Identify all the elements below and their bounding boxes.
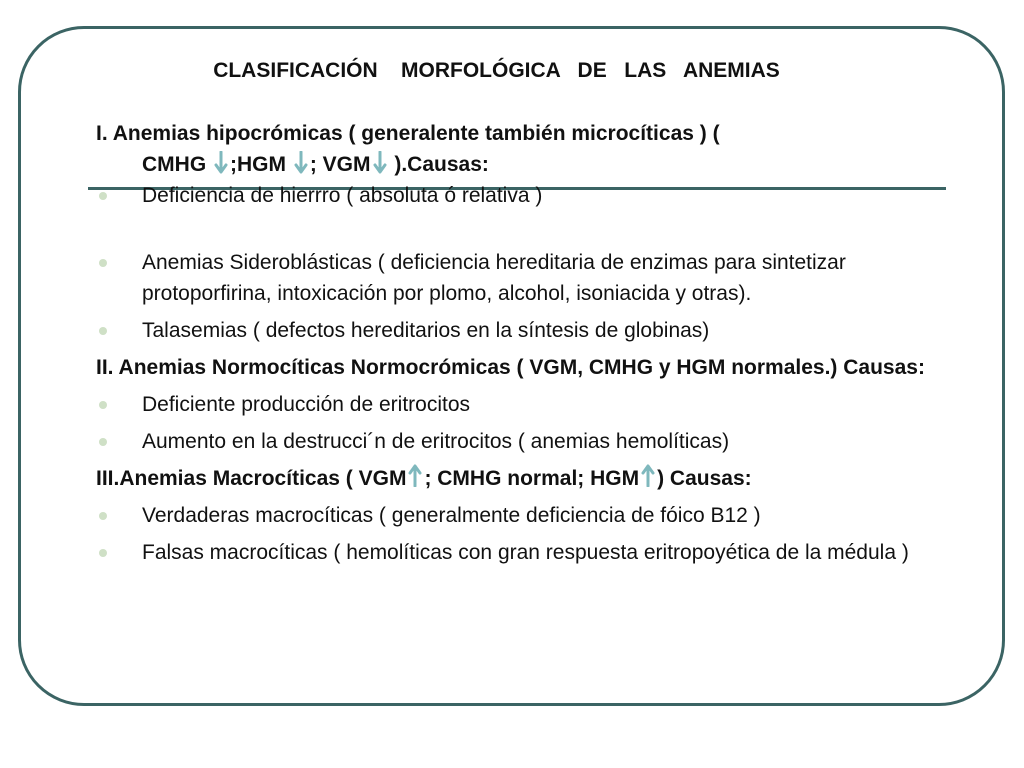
list-item [96, 315, 956, 346]
bullet-dot [99, 401, 107, 409]
bullet-dot [99, 549, 107, 557]
list-item-text: Aumento en la destrucci´n de eritrocitos ( anemias hemolíticas) [142, 430, 730, 453]
bullet-dot [99, 259, 107, 267]
section2-heading: II. Anemias Normocíticas Normocrómicas ( VGM, CMHG y HGM normales.) Causas: [96, 356, 925, 379]
section1-heading-part-e: ).Causas: [388, 153, 489, 176]
arrow-down-icon [294, 151, 308, 175]
list-item [96, 537, 956, 568]
list-item-text: Deficiencia de hierrro ( absoluta ó relativa ) [142, 184, 543, 207]
section3-heading-part-a: III.Anemias Macrocíticas ( VGM [96, 467, 407, 490]
bullet-dot [99, 327, 107, 335]
list-item [96, 426, 956, 457]
arrow-down-icon [214, 151, 228, 175]
list-item-text: Verdaderas macrocíticas ( generalmente deficiencia de fóico B12 ) [142, 504, 761, 527]
list-item-text: Anemias Sideroblásticas ( deficiencia hereditaria de enzimas para sintetizar protoporfirina, intoxicación por plomo, alcohol, isoniacida y otras). [142, 251, 846, 305]
list-item [96, 180, 956, 211]
slide-title: CLASIFICACIÓN MORFOLÓGICA DE LAS ANEMIAS [213, 59, 780, 82]
arrow-up-icon [641, 463, 655, 487]
section3-heading-part-b: ; CMHG normal; HGM [424, 467, 640, 490]
bullet-dot [99, 512, 107, 520]
section1-heading-part-b: CMHG [142, 153, 212, 176]
section1-heading-part-d: ; VGM [309, 153, 371, 176]
arrow-up-icon [408, 463, 422, 487]
section1-heading [96, 118, 956, 180]
section1-heading-part-a: I. Anemias hipocrómicas ( generalente también microcíticas ) ( [96, 122, 720, 145]
section3-heading-part-c: ) Causas: [657, 467, 752, 490]
section1-heading-part-c: ;HGM [230, 153, 292, 176]
list-item [96, 500, 956, 531]
slide-content [96, 118, 956, 568]
list-item-text: Talasemias ( defectos hereditarios en la síntesis de globinas) [142, 319, 710, 342]
bullet-dot [99, 192, 107, 200]
list-item [96, 389, 956, 420]
section3-heading [96, 463, 956, 494]
list-item [96, 247, 956, 309]
list-item-text: Deficiente producción de eritrocitos [142, 393, 471, 416]
list-item-text: Falsas macrocíticas ( hemolíticas con gran respuesta eritropoyética de la médula ) [142, 541, 909, 564]
arrow-down-icon [373, 151, 387, 175]
bullet-dot [99, 438, 107, 446]
